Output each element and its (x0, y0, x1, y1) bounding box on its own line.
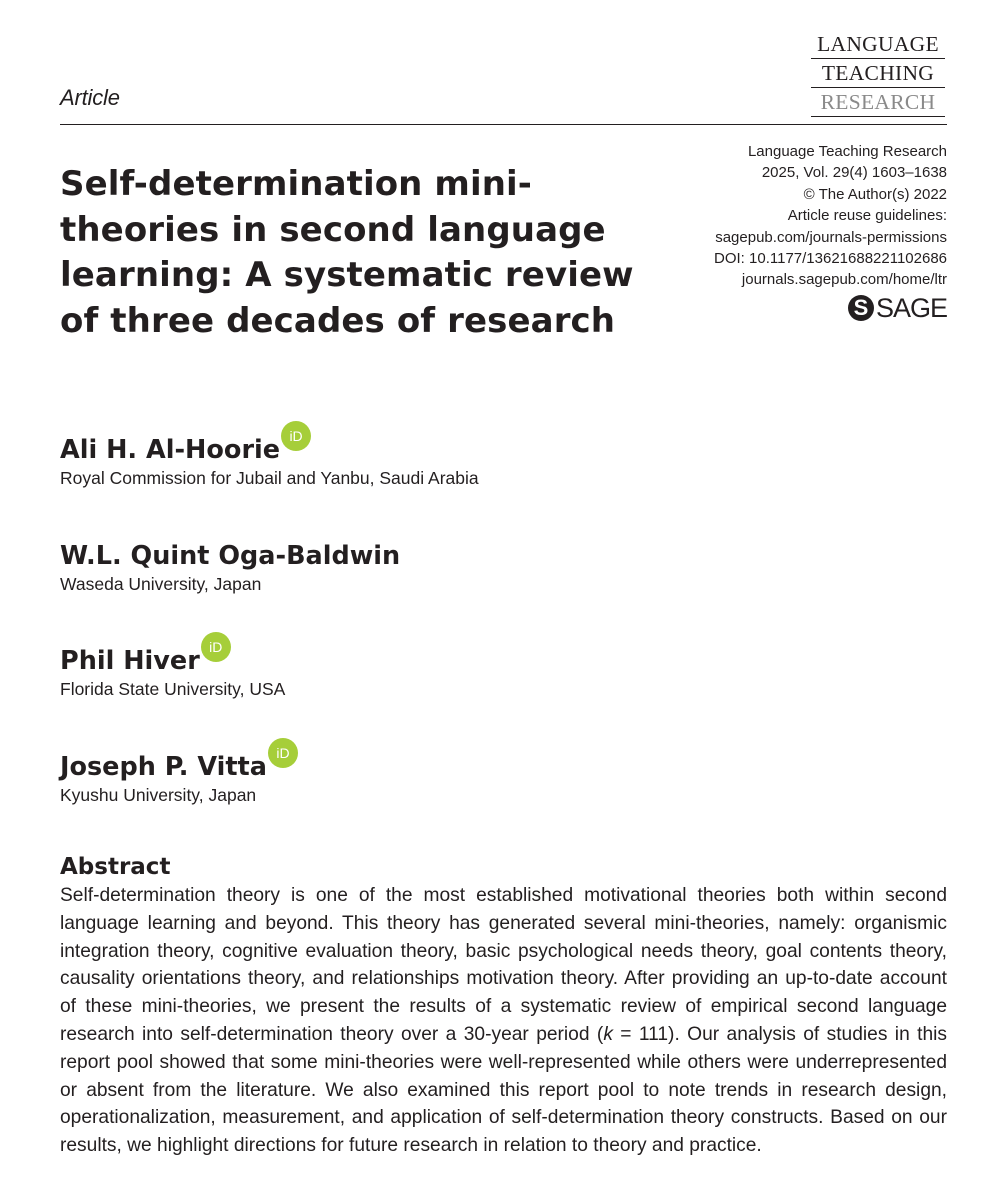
author-block (60, 541, 760, 595)
abstract-text (60, 882, 947, 1160)
journal-logo-line-3: RESEARCH (811, 88, 945, 117)
author-affiliation: Royal Commission for Jubail and Yanbu, Saudi Arabia (60, 468, 479, 488)
author-affiliation: Kyushu University, Japan (60, 785, 257, 805)
article-type-label: Article (60, 85, 120, 110)
orcid-icon[interactable]: iD (268, 738, 298, 768)
journal-name: Language Teaching Research (747, 143, 947, 160)
abstract-text-part-2: = 111). Our analysis of studies in this report pool showed that some mini-theories were well-represented while others were underrepresented or absent from the literature. We also examined this report pool to note trends in research design, operationalization, measurement, and application of self-determination theory constructs. Based on our results, we highlight directions for future research in relation to theory and practice. (60, 1023, 947, 1157)
journal-logo-line-2: TEACHING (811, 59, 945, 88)
author-block (60, 639, 760, 700)
author-affiliation: Florida State University, USA (60, 679, 286, 699)
journal-logo (811, 30, 945, 117)
sage-logo-wordmark: SAGE (875, 293, 947, 323)
reuse-guidelines-link[interactable]: sagepub.com/journals-permissions (715, 228, 947, 246)
abstract-text-part-1: Self-determination theory is one of the most established motivational theories both within second language learning and beyond. This theory has generated several mini-theories, namely: organismic integration theory, cognitive evaluation theory, basic psychological needs theory, goal contents theory, causality orientations theory, and relationships motivation theory. After providing an up-to-date account of these mini-theories, we present the results of a systematic review of empirical second language research into self-determination theory over a 30-year period ( (60, 885, 947, 1045)
sage-logo-icon: S (848, 295, 874, 321)
doi[interactable]: DOI: 10.1177/13621688221102686 (714, 250, 947, 268)
orcid-icon[interactable]: iD (281, 421, 311, 451)
sage-logo (848, 293, 947, 323)
volume-info: 2025, Vol. 29(4) 1603–1638 (761, 164, 947, 182)
orcid-icon[interactable]: iD (201, 632, 231, 662)
header-divider (60, 124, 947, 125)
author-block (60, 745, 760, 806)
publication-metadata (617, 141, 947, 291)
author-affiliation: Waseda University, Japan (60, 574, 262, 594)
article-title: Self-determination mini-theories in second language learning: A systematic review of three decades of research (60, 164, 634, 341)
author-name: W.L. Quint Oga-Baldwin (60, 541, 401, 571)
journal-logo-line-1: LANGUAGE (811, 30, 945, 59)
sample-size-symbol: k (603, 1023, 613, 1045)
author-name: Phil Hiver (60, 646, 200, 676)
copyright-notice: © The Author(s) 2022 (803, 185, 947, 203)
author-name: Joseph P. Vitta (60, 752, 267, 782)
journal-home-link[interactable]: journals.sagepub.com/home/ltr (741, 271, 947, 289)
reuse-guidelines-label: Article reuse guidelines: (787, 207, 947, 225)
author-name: Ali H. Al-Hoorie (60, 435, 281, 465)
abstract-heading: Abstract (60, 854, 171, 880)
author-block (60, 428, 760, 489)
